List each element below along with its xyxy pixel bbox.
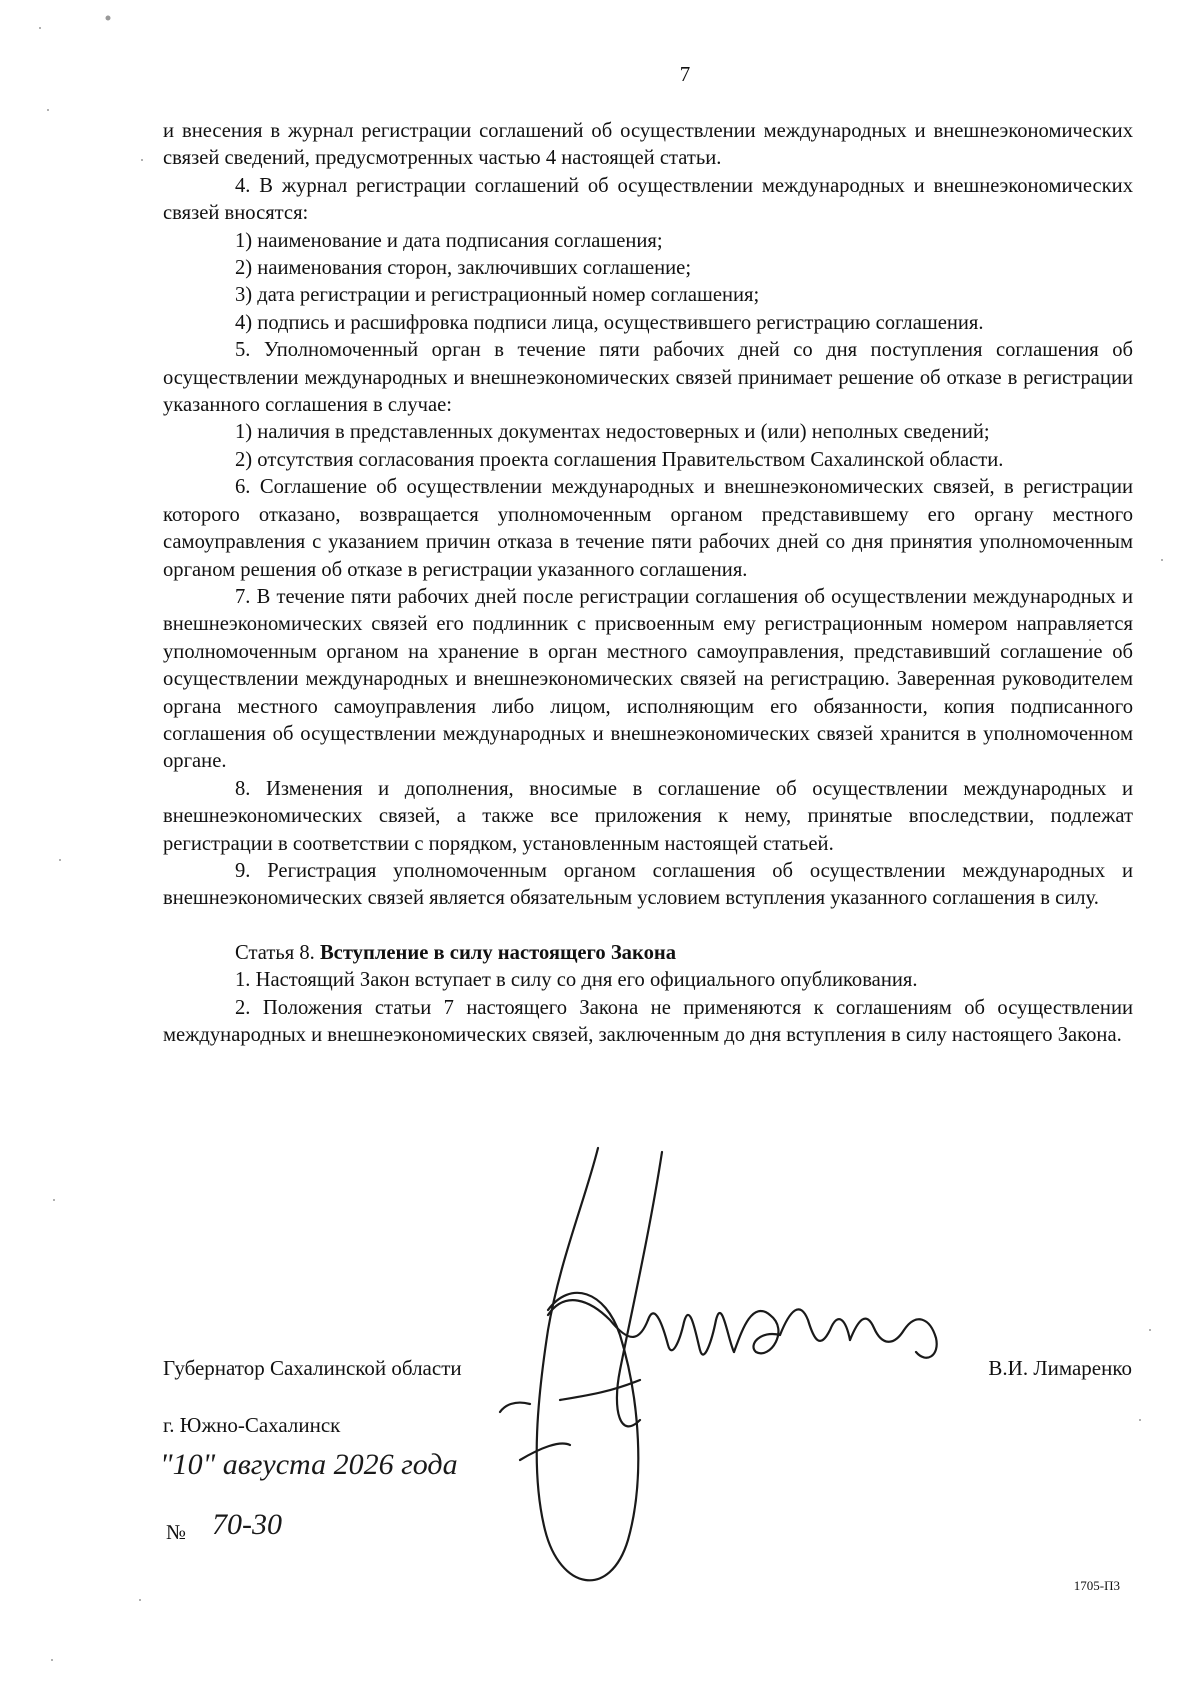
paragraph: 7. В течение пяти рабочих дней после регистрации соглашения об осуществлении международных и внешнеэкономических связей его подлинник с присвоенным ему регистрационным номером направляется уполномоченным органом на хранение в орган местного самоуправления, представивший соглашение об осуществлении международных и внешнеэкономических связей на регистрацию. Заверенная руководителем органа местного самоуправления либо лицом, исполняющим его обязанности, копия подписанного соглашения об осуществлении международных и внешнеэкономических связей хранится в уполномоченном органе. [163, 585, 1133, 773]
number-label: № [166, 1520, 187, 1544]
article8-paragraph: 2. Положения статьи 7 настоящего Закона не применяются к соглашениям об осуществлении международных и внешнеэкономических связей, заключенным до дня вступления в силу настоящего Закона. [163, 996, 1133, 1046]
spacer [163, 913, 1133, 940]
paragraph: 8. Изменения и дополнения, вносимые в соглашение об осуществлении международных и внешнеэкономических связей, а также все приложения к нему, принятые впоследствии, подлежат регистрации в соответствии с порядком, установленным настоящей статьей. [163, 777, 1133, 855]
city-name: г. Южно-Сахалинск [163, 1413, 341, 1437]
article7-paragraphs [163, 118, 1133, 913]
paragraph: 2) отсутствия согласования проекта соглашения Правительством Сахалинской области. [235, 448, 1004, 471]
handwritten-number: 70-30 [212, 1508, 282, 1541]
paragraph: 4. В журнал регистрации соглашений об осуществлении международных и внешнеэкономических связей вносятся: [163, 174, 1133, 225]
list-item: 2) наименования сторон, заключивших соглашение; [235, 257, 692, 280]
article8-paragraph: 1. Настоящий Закон вступает в силу со дня его официального опубликования. [235, 969, 918, 992]
handwritten-date: "10" августа 2026 года [160, 1448, 458, 1481]
list-item: 3) дата регистрации и регистрационный номер соглашения; [235, 284, 760, 307]
governor-title: Губернатор Сахалинской области [163, 1356, 462, 1380]
list-item: 1) наименование и дата подписания соглашения; [235, 229, 663, 252]
governor-name: В.И. Лимаренко [988, 1356, 1132, 1380]
document-body [163, 118, 1133, 1049]
paragraph: 5. Уполномоченный орган в течение пяти рабочих дней со дня поступления соглашения об осуществлении международных и внешнеэкономических связей принимает решение об отказе в регистрации указанного соглашения в случае: [163, 339, 1133, 417]
paragraph: 6. Соглашение об осуществлении международных и внешнеэкономических связей, в регистрации которого отказано, возвращается уполномоченным органом представившему его органу местного самоуправления с указанием причин отказа в течение пяти рабочих дней со дня принятия уполномоченным органом решения об отказе в регистрации указанного соглашения. [163, 476, 1133, 581]
article8-title: Вступление в силу настоящего Закона [319, 941, 677, 964]
list-item: 1) наличия в представленных документах недостоверных и (или) неполных сведений; [235, 421, 990, 444]
page-number: 7 [679, 62, 691, 86]
article8-heading [163, 940, 1133, 967]
article8-label: Статья 8. [235, 941, 320, 964]
paragraph: и внесения в журнал регистрации соглашений об осуществлении международных и внешнеэкономических связей сведений, предусмотренных частью 4 настоящей статьи. [163, 120, 1133, 170]
list-item: 4) подпись и расшифровка подписи лица, осуществившего регистрацию соглашения. [235, 311, 984, 334]
paragraph: 9. Регистрация уполномоченным органом соглашения об осуществлении международных и внешнеэкономических связей является обязательным условием вступления указанного соглашения в силу. [163, 859, 1133, 910]
document-code: 1705-П3 [1073, 1578, 1120, 1593]
